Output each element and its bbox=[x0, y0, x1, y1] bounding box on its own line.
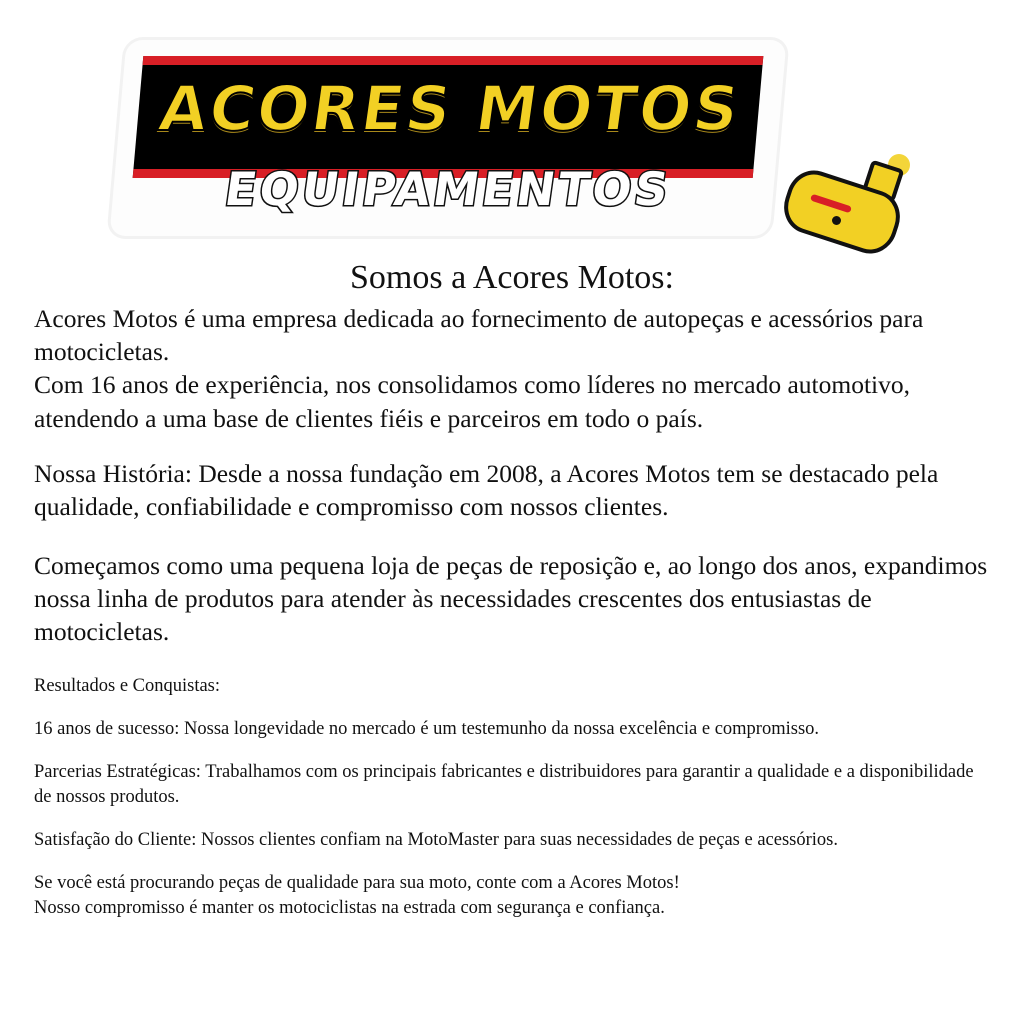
page-title: Somos a Acores Motos: bbox=[350, 259, 674, 296]
logo-secondary-text: EQUIPAMENTOS bbox=[221, 162, 675, 216]
logo-primary-text: ACORES MOTOS bbox=[154, 71, 746, 145]
resultado-item-3: Satisfação do Cliente: Nossos clientes confiam na MotoMaster para suas necessidades de peças e acessórios. bbox=[34, 830, 838, 851]
intro-paragraph-line-2: Com 16 anos de experiência, nos consolidamos como líderes no mercado automotivo, atendendo a uma base de clientes fiéis e parceiros em todo o país. bbox=[34, 370, 911, 433]
resultado-item-1: 16 anos de sucesso: Nossa longevidade no mercado é um testemunho da nossa excelência e compromisso. bbox=[34, 719, 820, 740]
spacer bbox=[34, 810, 990, 828]
closing-line-2: Nosso compromisso é manter os motociclistas na estrada com segurança e confiança. bbox=[34, 898, 665, 919]
comecamos-paragraph: Começamos como uma pequena loja de peças de reposição e, ao longo dos anos, expandimos nossa linha de produtos para atender às necessidades crescentes dos entusiastas de motocicletas. bbox=[34, 550, 988, 647]
document-body bbox=[0, 258, 1024, 921]
spacer bbox=[34, 648, 990, 674]
spacer bbox=[34, 699, 990, 717]
historia-paragraph: Nossa História: Desde a nossa fundação em 2008, a Acores Motos tem se destacado pela qualidade, confiabilidade e compromisso com nossos clientes. bbox=[34, 458, 939, 521]
logo-badge bbox=[118, 40, 778, 236]
intro-paragraph-line-1: Acores Motos é uma empresa dedicada ao fornecimento de autopeças e acessórios para motocicletas. bbox=[34, 304, 924, 367]
spacer bbox=[34, 523, 990, 549]
brand-logo bbox=[0, 26, 1024, 266]
spray-can-dot-shape bbox=[832, 216, 841, 225]
resultado-item-2: Parcerias Estratégicas: Trabalhamos com os principais fabricantes e distribuidores para garantir a qualidade e a disponibilidade de nossos produtos. bbox=[34, 762, 974, 808]
spacer bbox=[34, 435, 990, 457]
closing-line-1: Se você está procurando peças de qualidade para sua moto, conte com a Acores Motos! bbox=[34, 873, 680, 894]
spacer bbox=[34, 853, 990, 871]
spray-can-icon bbox=[770, 154, 910, 264]
spacer bbox=[34, 742, 990, 760]
resultados-heading: Resultados e Conquistas: bbox=[34, 676, 221, 697]
